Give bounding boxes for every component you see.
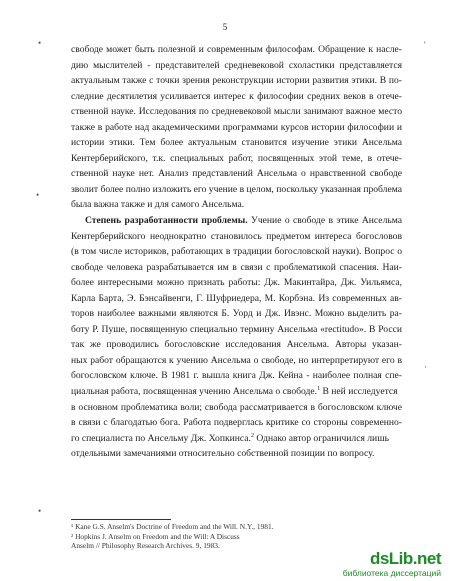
text-line: Карла Барта, Э. Бэнсайвенги, Г. Шуфриедера, М. Корбэна. Из современных ав- (71, 292, 402, 304)
scan-mark-top-right: ' (424, 40, 426, 50)
paragraph-heading-line (71, 213, 402, 229)
text-line: свободе человека разрабатывается им в связи с проблематикой спасения. Наи- (71, 261, 402, 273)
text-line: торов наиболее важными являются Б. Уорд и Дж. Ивэнс. Можно выделить ра- (71, 308, 402, 320)
footnote: Anselm // Philosophy Research Archives. 9, 1983. (71, 541, 220, 551)
footnote: ² Hopkins J. Anselm on Freedom and the Will: A Discuss (71, 531, 240, 541)
text-line: зволит более полно изложить его учение в целом, поскольку указанная проблема (71, 183, 402, 195)
page-number: 5 (222, 22, 228, 32)
scan-mark-bottom: • (38, 506, 42, 516)
text-run: го специалиста по Ансельму Дж. Хопкинса. (71, 432, 251, 444)
text-line: Кентерберийского неоднократно становилось предметом интереса богословов (71, 230, 402, 242)
text-line-with-footnote (71, 384, 402, 400)
text-line: свободе может быть полезной и современным философам. Обращение к насле- (71, 44, 402, 55)
scan-mark-right: · (424, 362, 427, 372)
text-line: ственной науке нет. Анализ представлений Ансельма о нравственной свободе (71, 168, 402, 180)
text-line: в связи с благодатью бога. Работа подверглась критике со стороны современно- (71, 417, 402, 429)
text-line: так же проводились богословские исследования Ансельма. Авторы указан- (71, 339, 402, 351)
text-line: Кентерберийского, т.к. специальных работ, посвященных этой теме, в отече- (71, 152, 402, 164)
text-run: циальная работа, посвященная учению Ансельма о свободе. (71, 386, 318, 398)
text-line: дию мыслителей - представителей средневековой схоластики представляется (71, 59, 402, 71)
text-line: была важна также и для самого Ансельма. (71, 199, 245, 211)
text-run: В ней исследуется (320, 386, 398, 398)
text-line: ственной науке. Исследования по средневековой мысли занимают важное место (71, 106, 402, 118)
body-text (71, 42, 402, 462)
footnote: ¹ Kane G.S. Anselm's Doctrine of Freedom and the Will. N.Y., 1981. (71, 522, 274, 531)
watermark-logo[interactable]: dsLib.net (369, 549, 441, 568)
text-line: истории этики. Тем более актуальным становится изучение этики Ансельма (71, 137, 402, 149)
footnote-divider (71, 519, 171, 520)
text-line: (в том числе историков, работающих в традиции богословской науки). Вопрос о (71, 246, 402, 258)
scan-mark-top: • (38, 38, 42, 48)
scan-mark-left: • (36, 190, 40, 200)
text-line-with-footnote (71, 431, 402, 447)
text-run: Однако автор ограничился лишь (253, 432, 389, 444)
text-run: Учение о свободе в этике Ансельма (251, 215, 402, 227)
watermark-subtitle: библиотека диссертаций (342, 568, 441, 578)
footnote-ref[interactable]: 2 (250, 432, 254, 439)
text-line: более интересными можно признать работы: Дж. Макинтайра, Дж. Уильямса, (71, 277, 402, 289)
text-line: боту Р. Пуше, посвященную специально термину Ансельма «rectitudo». В Росси (71, 323, 402, 335)
text-line: актуальным также с точки зрения реконструкции истории развития этики. В по- (71, 75, 402, 87)
watermark[interactable] (331, 549, 443, 579)
footnotes (71, 522, 371, 551)
text-line: также в работе над академическими программами курсов истории философии и (71, 121, 402, 133)
text-line: отдельными замечаниями относительно собственной позиции по вопросу. (71, 448, 375, 460)
text-line: в основном проблематика воли; свобода рассматривается в богословском ключе (71, 401, 402, 413)
section-heading: Степень разработанности проблемы. (85, 215, 248, 227)
text-line: следние десятилетия усиливается интерес к философии средних веков в отече- (71, 90, 402, 102)
text-line: богословском ключе. В 1981 г. вышла книга Дж. Кейна - наиболее полная спе- (71, 370, 402, 382)
footnote-ref[interactable]: 1 (317, 386, 321, 393)
text-line: ных работ обращаются к учению Ансельма о свободе, но интерпретируют его в (71, 354, 402, 366)
